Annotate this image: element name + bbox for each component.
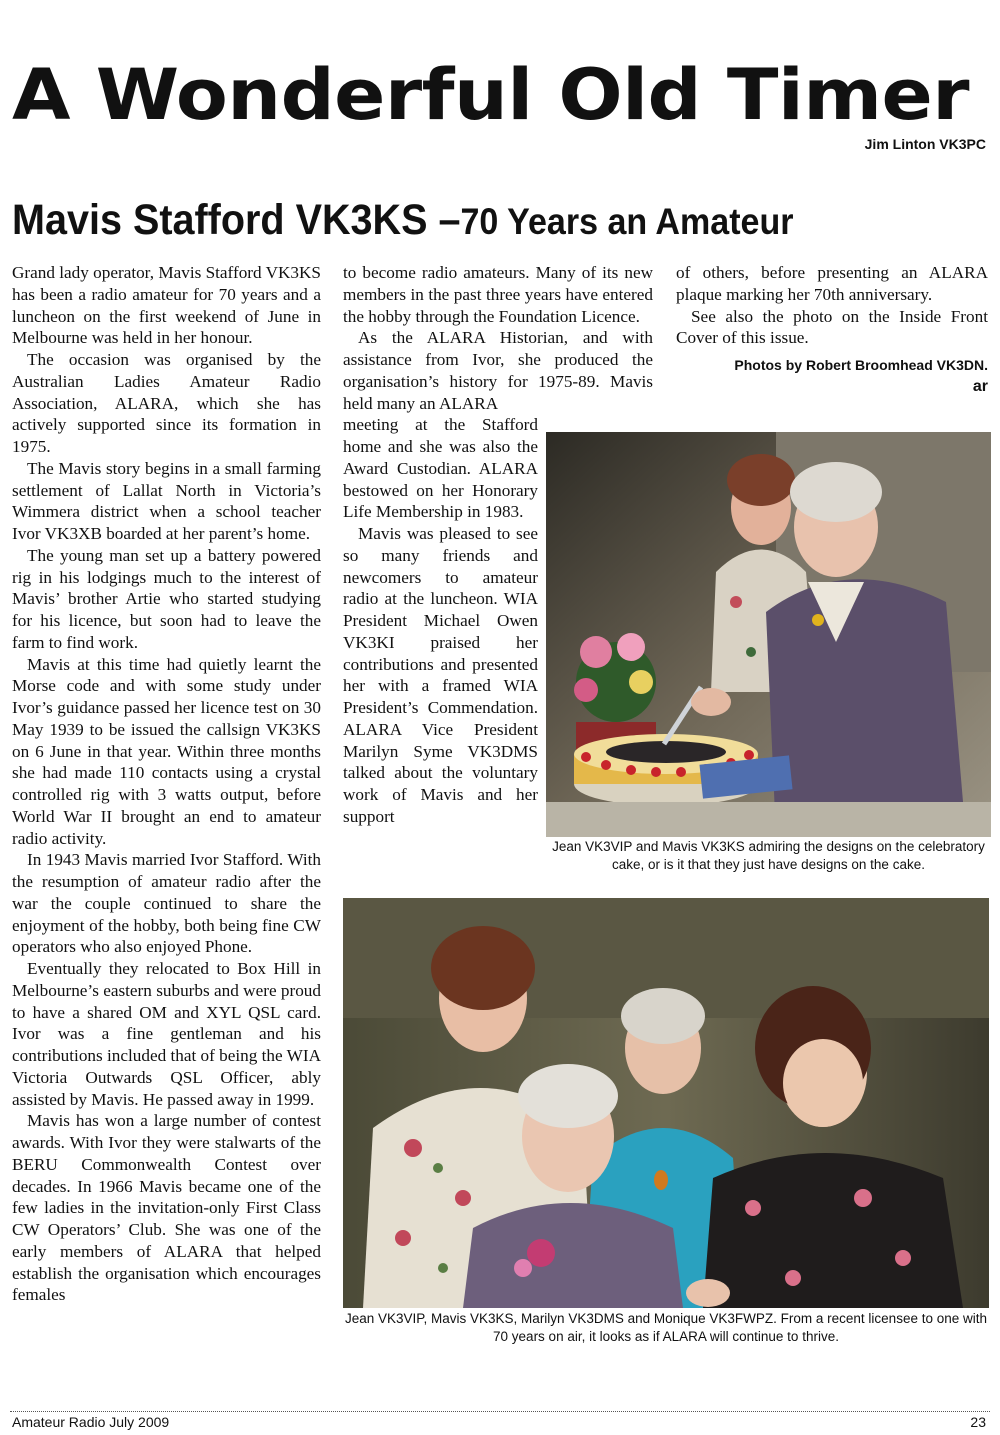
paragraph: The Mavis story begins in a small farming settlement of Lallat North in Victoria’s Wimmera district when a school teacher Ivor VK3XB boarded at her parent’s home. [12,458,321,543]
paragraph: The young man set up a battery powered rig in his lodgings much to the interest of Mavis’ brother Artie who started studying for his licence, but soon had to leave the farm to find work. [12,545,321,652]
byline: Jim Linton VK3PC [864,136,986,152]
photo-group [343,898,989,1308]
caption-photo-1: Jean VK3VIP and Mavis VK3KS admiring the designs on the celebratory cake, or is it that they just have designs on the cake. [552,839,985,872]
footer-publication: Amateur Radio July 2009 [12,1414,170,1430]
photo-cake-cutting-image [546,432,991,837]
photo-cake-cutting [546,432,991,837]
column-1 [12,262,321,1306]
photo-credit: Photos by Robert Broomhead VK3DN. [734,357,988,373]
paragraph: Eventually they relocated to Box Hill in Melbourne’s eastern suburbs and were proud to have a shared OM and XYL QSL card. Ivor was a fine gentleman and his contributions included that of being the WIA Victoria Outwards QSL Officer, ably assisted by Mavis. He passed away in 1999. [12,959,321,1109]
page-number: 23 [970,1414,986,1430]
paragraph: In 1943 Mavis married Ivor Stafford. With the resumption of amateur radio after the war the couple continued to share the enjoyment of the hobby, both being fine CW operators who also enjoyed Phone. [12,850,321,957]
paragraph: Mavis was pleased to see so many friends and newcomers to amateur radio at the luncheon. WIA President Michael Owen VK3KI praised her contributions and presented her with a framed WIA President’s Commendation. ALARA Vice President Marilyn Syme VK3DMS talked about the voluntary work of Mavis and her support [343,524,538,826]
paragraph: to become radio amateurs. Many of its new members in the past three years have entered the hobby through the Foundation Licence. [343,263,653,326]
end-mark: ar [972,378,988,395]
paragraph: The occasion was organised by the Australian Ladies Amateur Radio Association, ALARA, which she has actively supported since its formation in 1975. [12,350,321,456]
paragraph: of others, before presenting an ALARA plaque marking her 70th anniversary. [676,263,988,304]
paragraph: Mavis at this time had quietly learnt the Morse code and with some study under Ivor’s guidance passed her licence test on 30 May 1939 to be issued the callsign VK3KS on 6 June in that year. Within three months she had made 110 contacts using a crystal controlled rig with 3 watts output, before World War II brought an end to amateur radio activity. [12,654,321,848]
paragraph: Grand lady operator, Mavis Stafford VK3KS has been a radio amateur for 70 years and a luncheon on the first weekend of June in Melbourne was held in her honour. [12,263,321,348]
paragraph: Mavis has won a large number of contest awards. With Ivor they were stalwarts of the BERU Commonwealth Contest over decades. In 1966 Mavis became one of the few ladies in the invitation-only First Class CW Operators’ Club. She was one of the early members of ALARA that helped establish the organisation which encourages females [12,1111,321,1305]
headline: A Wonderful Old Timer [12,54,969,136]
paragraph: As the ALARA Historian, and with assistance from Ivor, she produced the organisation’s history for 1975-89. Mavis held many an ALARA [343,328,653,413]
paragraph: See also the photo on the Inside Front Cover of this issue. [676,306,988,348]
footer-rule [10,1411,990,1412]
column-2-narrow [343,414,538,827]
subhead-name: Mavis Stafford VK3KS – [12,196,461,244]
photo-group-image [343,898,989,1308]
subhead [12,194,914,248]
subhead-tagline: 70 Years an Amateur [460,201,794,242]
column-3 [676,262,988,399]
paragraph: meeting at the Stafford home and she was also the Award Custodian. ALARA bestowed on her Honorary Life Membership in 1983. [343,415,538,522]
caption-photo-2: Jean VK3VIP, Mavis VK3KS, Marilyn VK3DMS and Monique VK3FWPZ. From a recent licensee to one with 70 years on air, it looks as if ALARA will continue to thrive. [344,1311,988,1344]
